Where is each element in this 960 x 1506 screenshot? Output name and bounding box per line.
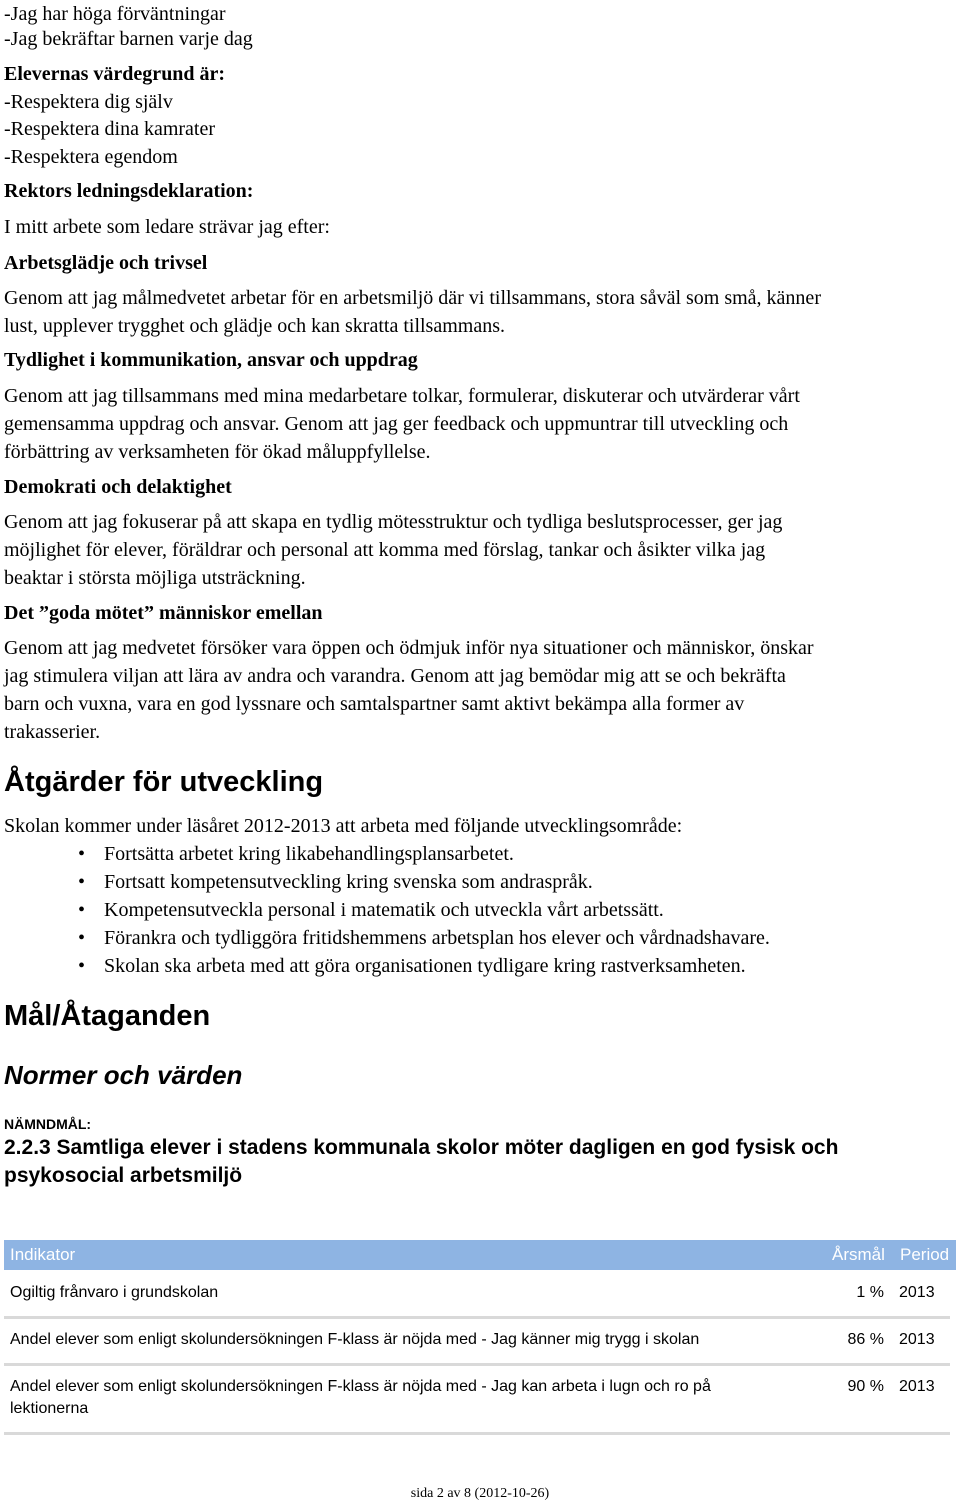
bullet-icon: • <box>78 871 86 893</box>
goal-title: 2.2.3 Samtliga elever i stadens kommunala skolor möter dagligen en god fysisk och psykosocial arbetsmiljö <box>4 1136 839 1187</box>
atgarder-intro: Skolan kommer under läsåret 2012-2013 att arbeta med följande utvecklingsområde: <box>4 815 683 837</box>
section-text-line: Genom att jag fokuserar på att skapa en tydlig mötesstruktur och tydliga beslutsprocesser, ger jag <box>4 511 783 533</box>
section-text-line: jag stimulera viljan att lära av andra och varandra. Genom att jag bemödar mig att se och bekräfta <box>4 665 786 687</box>
bullet-icon: • <box>78 927 86 949</box>
period-cell: 2013 <box>899 1284 935 1301</box>
rektor-intro: I mitt arbete som ledare strävar jag efter: <box>4 216 330 238</box>
list-item: • Förankra och tydliggöra fritidshemmens arbetsplan hos elever och vårdnadshavare. <box>4 924 954 952</box>
section-text-line: gemensamma uppdrag och ansvar. Genom att jag ger feedback och uppmuntrar till utveckling och <box>4 413 789 435</box>
table-row <box>4 1374 950 1435</box>
elev-heading: Elevernas värdegrund är: <box>4 63 226 85</box>
elev-line: -Respektera egendom <box>4 146 178 168</box>
section-text-line: barn och vuxna, vara en god lyssnare och samtalspartner samt aktivt bekämpa alla former av <box>4 693 745 715</box>
table-row <box>4 1327 950 1366</box>
indikator-cell: Andel elever som enligt skolundersökningen F-klass är nöjda med - Jag känner mig trygg i skolan <box>10 1331 700 1348</box>
elev-line: -Respektera dina kamrater <box>4 118 216 140</box>
list-item: • Fortsätta arbetet kring likabehandlingsplansarbetet. <box>4 840 954 868</box>
elev-line: -Respektera dig själv <box>4 91 173 113</box>
section-text-line: Genom att jag medvetet försöker vara öppen och ödmjuk inför nya situationer och människor, önskar <box>4 637 814 659</box>
table-header <box>4 1240 956 1270</box>
column-header-arsmal: Årsmål <box>832 1245 885 1264</box>
column-header-indikator: Indikator <box>10 1245 76 1264</box>
bullet-icon: • <box>78 843 86 865</box>
intro-line: -Jag bekräftar barnen varje dag <box>4 28 253 50</box>
section-text-line: beaktar i största möjliga utsträckning. <box>4 567 306 589</box>
arsmal-cell: 1 % <box>856 1284 884 1301</box>
rektor-heading: Rektors ledningsdeklaration: <box>4 180 254 202</box>
table-row <box>4 1280 950 1319</box>
period-cell: 2013 <box>899 1331 935 1348</box>
intro-line: -Jag har höga förväntningar <box>4 3 226 25</box>
namnd-label: NÄMNDMÅL: <box>4 1116 92 1132</box>
list-item: • Fortsatt kompetensutveckling kring svenska som andraspråk. <box>4 868 954 896</box>
page-footer: sida 2 av 8 (2012-10-26) <box>410 1486 550 1501</box>
indikator-cell: Andel elever som enligt skolundersökningen F-klass är nöjda med - Jag kan arbeta i lugn och ro på lektionerna <box>10 1378 711 1417</box>
list-item: • Kompetensutveckla personal i matematik och utveckla vårt arbetssätt. <box>4 896 954 924</box>
mal-heading: Mål/Åtaganden <box>4 1000 211 1032</box>
bullet-icon: • <box>78 899 86 921</box>
section-text-line: möjlighet för elever, föräldrar och personal att komma med förslag, tankar och åsikter vilka jag <box>4 539 766 561</box>
section-heading: Arbetsglädje och trivsel <box>4 252 208 274</box>
section-heading: Demokrati och delaktighet <box>4 476 232 498</box>
bullet-icon: • <box>78 955 86 977</box>
section-text-line: trakasserier. <box>4 721 101 743</box>
section-text-line: förbättring av verksamheten för ökad måluppfyllelse. <box>4 441 431 463</box>
section-text-line: Genom att jag målmedvetet arbetar för en arbetsmiljö där vi tillsammans, stora såväl som små, känner <box>4 287 821 309</box>
atgarder-heading: Åtgärder för utveckling <box>4 766 324 798</box>
section-heading: Det ”goda mötet” människor emellan <box>4 602 323 624</box>
arsmal-cell: 86 % <box>847 1331 884 1348</box>
period-cell: 2013 <box>899 1378 935 1395</box>
indikator-cell: Ogiltig frånvaro i grundskolan <box>10 1284 219 1301</box>
column-header-period: Period <box>900 1245 950 1264</box>
section-text-line: Genom att jag tillsammans med mina medarbetare tolkar, formulerar, diskuterar och utvärderar vårt <box>4 385 800 407</box>
normer-heading: Normer och värden <box>4 1060 243 1090</box>
arsmal-cell: 90 % <box>847 1378 884 1395</box>
section-text-line: lust, upplever trygghet och glädje och kan skratta tillsammans. <box>4 315 505 337</box>
section-heading: Tydlighet i kommunikation, ansvar och uppdrag <box>4 349 418 371</box>
atgarder-list <box>4 840 954 980</box>
list-item: • Skolan ska arbeta med att göra organisationen tydligare kring rastverksamheten. <box>4 952 954 980</box>
